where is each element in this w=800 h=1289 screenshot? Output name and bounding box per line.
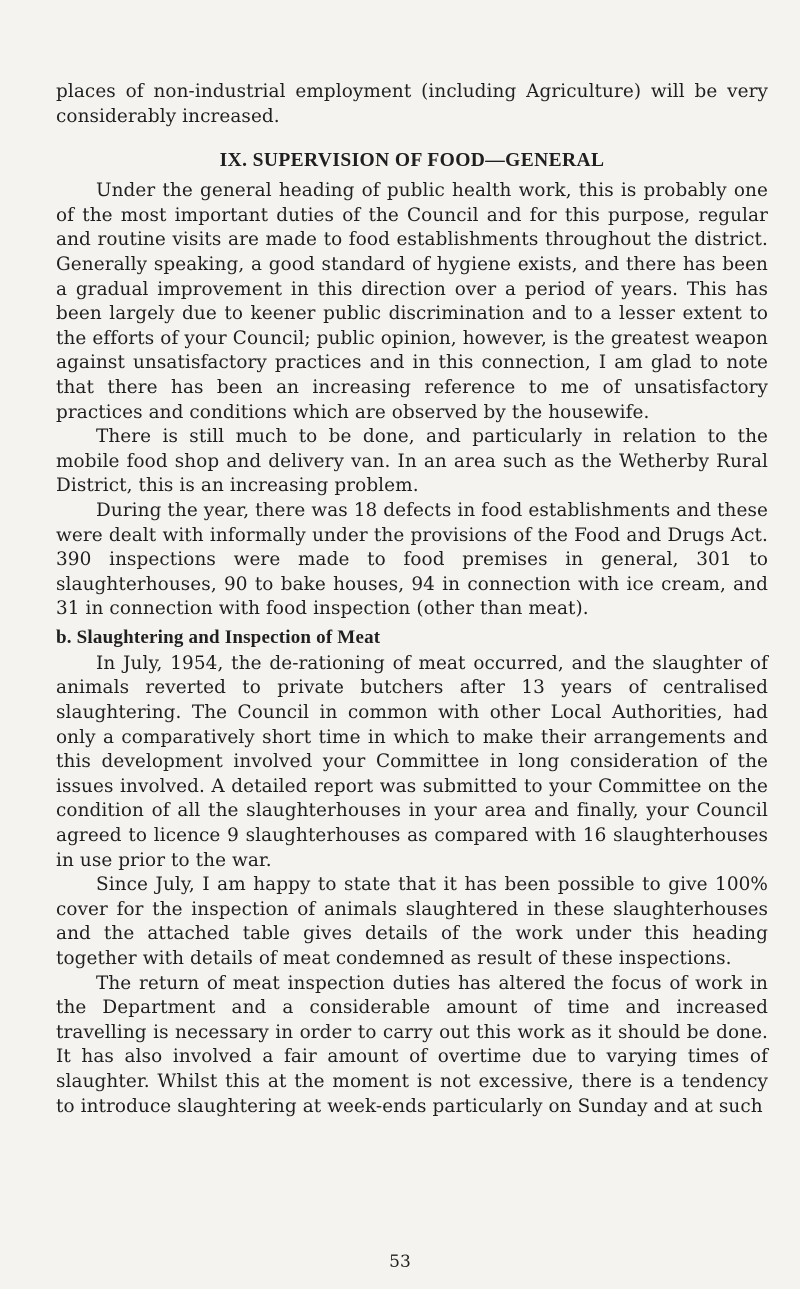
subsection-paragraph-3: The return of meat inspection duties has altered the focus of work in the Department and a considerable amount of time and increased travelling is necessary in order to carry out this work as it should be done. It has also involved a fair amount of overtime due to varying times of slaughter. Whilst this at the moment is not excessive, there is a tendency to introduce slaughtering at week-ends particularly on Sunday and at such: [56, 972, 768, 1117]
section-heading: IX. SUPERVISION OF FOOD—GENERAL: [219, 150, 605, 172]
section-paragraph-3: During the year, there was 18 defects in food establishments and these were dealt with informally under the provisions of the Food and Drugs Act. 390 inspections were made to food premises in general, 301 to slaughterhouses, 90 to bake houses, 94 in connection with ice cream, and 31 in connection with food inspection (other than meat).: [56, 499, 768, 620]
document-page: [56, 80, 768, 1119]
subsection-paragraph-1: In July, 1954, the de-rationing of meat occurred, and the slaughter of animals reverted to private butchers after 13 years of centralised slaughtering. The Council in common with other Local Authorities, had only a comparatively short time in which to make their arrangements and this development involved your Committee in long consideration of the issues involved. A detailed report was submitted to your Committee on the condition of all the slaughterhouses in your area and finally, your Council agreed to licence 9 slaughterhouses as compared with 16 slaughterhouses in use prior to the war.: [56, 652, 768, 871]
subsection-heading: b. Slaughtering and Inspection of Meat: [56, 626, 381, 648]
subsection-paragraph-2: Since July, I am happy to state that it has been possible to give 100% cover for the inspection of animals slaughtered in these slaughterhouses and the attached table gives details of the work under this heading together with details of meat condemned as result of these inspections.: [56, 874, 768, 969]
page-number: 53: [389, 1252, 411, 1272]
intro-fragment: places of non-industrial employment (including Agriculture) will be very considerably increased.: [56, 81, 768, 127]
section-paragraph-1: Under the general heading of public health work, this is probably one of the most important duties of the Council and for this purpose, regular and routine visits are made to food establishments throughout the district. Generally speaking, a good standard of hygiene exists, and there has been a gradual improvement in this direction over a period of years. This has been largely due to keener public discrimination and to a lesser extent to the efforts of your Council; public opinion, however, is the greatest weapon against unsatisfactory practices and in this connection, I am glad to note that there has been an increasing reference to me of unsatisfactory practices and conditions which are observed by the housewife.: [56, 180, 768, 423]
section-paragraph-2: There is still much to be done, and particularly in relation to the mobile food shop and delivery van. In an area such as the Wetherby Rural District, this is an increasing problem.: [56, 426, 768, 497]
